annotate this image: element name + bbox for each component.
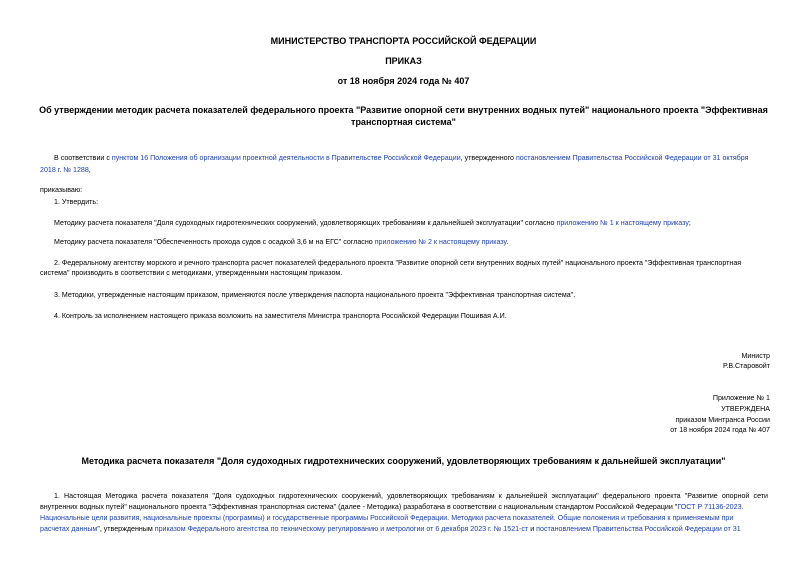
link-gost-71136-title[interactable]: Национальные цели развития, национальные проекты (программы) и государственные программы Российской Федерации. Методики расчета показателей. Общие положения и требования к применяемым при bbox=[40, 514, 734, 522]
link-government-resolution[interactable]: постановлением Правительства Российской Федерации от 31 октября bbox=[515, 154, 749, 162]
link-government-resolution-number[interactable]: 2018 г. № 1288 bbox=[40, 166, 89, 174]
preamble-line-2 bbox=[40, 165, 91, 176]
link-appendix-1[interactable]: приложению № 1 к настоящему приказу bbox=[556, 219, 689, 227]
item-2-line-2: система" производить в соответствии с методиками, утвержденными настоящим приказом. bbox=[40, 269, 343, 277]
item-1b-text: Методику расчета показателя "Обеспеченность прохода судов с осадкой 3,6 м на ЕГС" согласно bbox=[54, 238, 375, 246]
link-gost-71136-end[interactable]: расчетах данным bbox=[40, 525, 98, 533]
appendix-label: Приложение № 1 bbox=[712, 394, 770, 402]
item-1a-text: Методику расчета показателя "Доля судоходных гидротехнических сооружений, удовлетворяющих требованиям к дальнейшей эксплуатации" согласно bbox=[54, 219, 557, 227]
preamble-line-1 bbox=[54, 153, 748, 164]
link-appendix-2[interactable]: приложению № 2 к настоящему приказу bbox=[374, 238, 507, 246]
method-p1-line-1: 1. Настоящая Методика расчета показателя "Доля судоходных гидротехнических сооружений, удовлетворяющих требованиям к дальнейшей эксплуатации" федерального проекта "Развитие опорной сети bbox=[54, 492, 768, 500]
order-date-number: от 18 ноября 2024 года № 407 bbox=[337, 76, 470, 86]
method-p1-text: и bbox=[528, 525, 537, 533]
method-p1-line-2 bbox=[40, 502, 743, 513]
method-title: Методика расчета показателя "Доля судоходных гидротехнических сооружений, удовлетворяющих требованиям к дальнейшей эксплуатации" bbox=[81, 456, 726, 466]
link-rosstandart-order[interactable]: приказом Федерального агентства по техническому регулированию и метрологии от 6 декабря 2023 г. № 1521-ст bbox=[154, 525, 529, 533]
ministry-heading: МИНИСТЕРСТВО ТРАНСПОРТА РОССИЙСКОЙ ФЕДЕРАЦИИ bbox=[270, 36, 537, 46]
preamble-text: , утвержденного bbox=[460, 154, 516, 162]
appendix-by-order: приказом Минтранса России bbox=[675, 416, 770, 424]
method-p1-line-3 bbox=[40, 513, 733, 524]
order-title-line-2: транспортная система" bbox=[351, 117, 456, 127]
signature-position: Министр bbox=[741, 352, 770, 360]
method-p1-text: внутренних водных путей" национального проекта "Эффективная транспортная система" (далее - Методика) разработана в соответствии с национальным стандартом Российской Федерации " bbox=[40, 503, 678, 511]
item-2-line-1: 2. Федеральному агентству морского и речного транспорта расчет показателей федерального проекта "Развитие опорной сети внутренних водных путей" национального проекта "Эффективная транспортная bbox=[54, 259, 742, 267]
preamble-text: В соответствии с bbox=[54, 154, 112, 162]
link-regulation-point-16[interactable]: пунктом 16 Положения об организации проектной деятельности в Правительстве Российской Федерации bbox=[111, 154, 461, 162]
doc-type-heading: ПРИКАЗ bbox=[385, 56, 422, 66]
order-title-line-1: Об утверждении методик расчета показателей федерального проекта "Развитие опорной сети внутренних водных путей" национального проекта "Эффективная bbox=[39, 105, 768, 115]
signature-name: Р.В.Старовойт bbox=[722, 362, 770, 370]
item-3: 3. Методики, утвержденные настоящим приказом, применяются после утверждения паспорта национального проекта "Эффективная транспортная система". bbox=[54, 291, 576, 299]
item-4: 4. Контроль за исполнением настоящего приказа возложить на заместителя Министра транспорта Российской Федерации Пошивая А.И. bbox=[54, 312, 507, 320]
item-1: 1. Утвердить: bbox=[54, 198, 99, 206]
method-p1-text: ", утвержденным bbox=[97, 525, 155, 533]
method-p1-line-4 bbox=[40, 524, 741, 535]
appendix-date: от 18 ноября 2024 года № 407 bbox=[670, 426, 770, 434]
item-1a-end: ; bbox=[688, 219, 691, 227]
order-word: приказываю: bbox=[40, 186, 83, 194]
appendix-approved: УТВЕРЖДЕНА bbox=[721, 405, 770, 413]
item-1b bbox=[54, 237, 508, 248]
item-1a bbox=[54, 218, 691, 229]
preamble-text: , bbox=[88, 166, 91, 174]
link-gost-71136[interactable]: ГОСТ Р 71136-2023. bbox=[677, 503, 744, 511]
item-1b-end: . bbox=[506, 238, 509, 246]
link-government-resolution-31[interactable]: постановлением Правительства Российской Федерации от 31 bbox=[536, 525, 741, 533]
